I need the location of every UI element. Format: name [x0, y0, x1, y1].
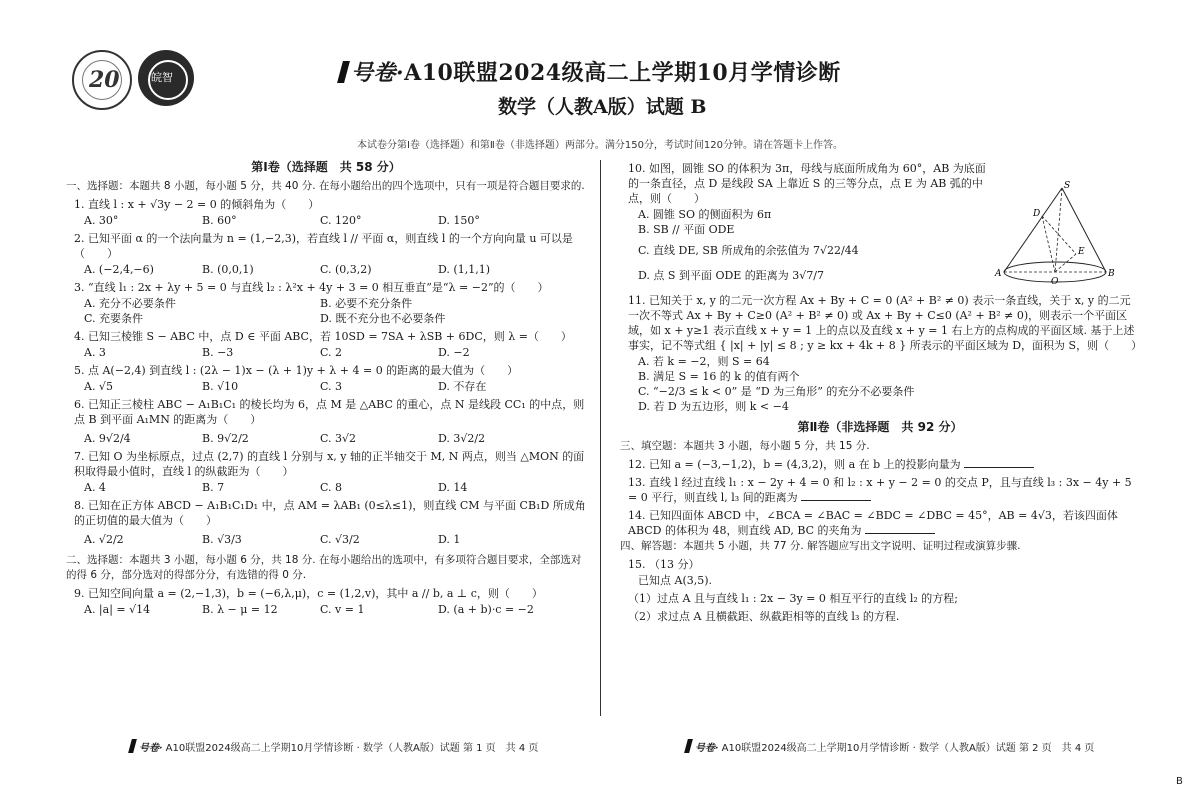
option: D. −2	[438, 346, 470, 359]
question-5-options	[84, 379, 586, 394]
option: D. 点 S 到平面 ODE 的距离为 3√7/7	[638, 269, 825, 282]
question-4: 4. 已知三棱锥 S − ABC 中，点 D ∈ 平面 ABC，若 10SD = 7SA + λSB + 6DC，则 λ =（ ）	[74, 330, 572, 343]
option: D. 3√2/2	[438, 432, 486, 445]
section1-heading: 一、选择题：本题共 8 小题，每小题 5 分，共 40 分. 在每小题给出的四个选项中，只有一项是符合题目要求的.	[66, 180, 585, 192]
option: B. 必要不充分条件	[320, 297, 413, 310]
question-13	[628, 475, 1140, 505]
question-3-options-row2	[84, 311, 586, 326]
footer-page-1	[130, 739, 538, 754]
question-4-options	[84, 345, 586, 360]
left-column	[66, 158, 586, 617]
option: A. 若 k = −2，则 S = 64	[638, 355, 770, 368]
option: D. 若 D 为五边形，则 k < −4	[638, 400, 789, 413]
option: C. 3√2	[320, 432, 357, 445]
option: C. 8	[320, 481, 343, 494]
option: A. 3	[84, 346, 106, 359]
cone-edge-sb	[1062, 188, 1106, 272]
section3-heading: 三、填空题：本题共 3 小题，每小题 5 分，共 15 分.	[620, 440, 870, 452]
question-9: 9. 已知空间向量 a = (2,−1,3)，b = (−6,λ,μ)，c = (1,2,v)，其中 a // b, a ⊥ c，则（ ）	[74, 587, 543, 600]
footer-text: A10联盟2024级高二上学期10月学情诊断 · 数学（人教A版）试题 第 1 页 共 4 页	[165, 743, 539, 754]
question-15-part1: （1）过点 A 且与直线 l₁ : 2x − 3y = 0 相互平行的直线 l₂ 的方程;	[628, 592, 959, 605]
option: B. 60°	[202, 214, 237, 227]
question-6-options	[84, 431, 586, 446]
section4-heading: 四、解答题：本题共 5 小题，共 77 分. 解答题应写出文字说明、证明过程或演算步骤.	[620, 540, 1021, 552]
brand-icon	[337, 61, 350, 83]
option: B. 9√2/2	[202, 432, 249, 445]
option: A. 圆锥 SO 的侧面积为 6π	[638, 208, 772, 221]
part1-title: 第Ⅰ卷（选择题 共 58 分）	[251, 160, 401, 174]
option: A. 9√2/4	[84, 432, 131, 445]
brand-icon	[684, 739, 693, 753]
question-12	[628, 457, 1140, 472]
answer-blank	[801, 500, 871, 501]
option: C. 3	[320, 380, 343, 393]
option: D. (1,1,1)	[438, 263, 490, 276]
label-b: B	[1108, 269, 1115, 279]
height-so	[1055, 188, 1062, 272]
option: C. v = 1	[320, 603, 365, 616]
question-15-given: 已知点 A(3,5).	[638, 574, 713, 587]
paper-version-mark: B	[1176, 776, 1183, 787]
answer-blank	[865, 533, 935, 534]
label-s: S	[1064, 181, 1071, 191]
exam-subtitle: 数学（人教A版）试题 B	[498, 96, 707, 118]
option: B. √10	[202, 380, 239, 393]
question-11: 11. 已知关于 x, y 的二元一次方程 Ax + By + C = 0 (A² + B² ≠ 0) 表示一条直线，关于 x, y 的二元一次不等式 Ax + By + C≥0 (A² + B² ≠ 0) 或 Ax + By + C≤0 (A² + B² ≠ 0)，则表示一个平面区域，如 x + y≥1 表示直线 x + y = 1 上的点以及直线 x + y = 1 右上方的点构成的平面区域. 基于上述事实，记不等式组 { |x| + |y| ≤ 8 ; y ≥ kx + 4k + 8 } 所表示的平面区域为 D，面积为 S，则（ ）	[628, 294, 1143, 352]
question-15-part2: （2）求过点 A 且横截距、纵截距相等的直线 l₃ 的方程.	[628, 610, 900, 623]
wanzhi-logo-text: 皖智	[151, 71, 173, 84]
label-e: E	[1078, 247, 1085, 257]
option: A. |a| = √14	[84, 603, 151, 616]
question-1: 1. 直线 l : x + √3y − 2 = 0 的倾斜角为（ ）	[74, 198, 320, 211]
question-8-options	[84, 532, 586, 547]
option: B. (0,0,1)	[202, 263, 254, 276]
option: B. λ − μ = 12	[202, 603, 278, 616]
option: A. √5	[84, 380, 113, 393]
cone-edge-sa	[1004, 188, 1062, 272]
section2-heading: 二、选择题：本题共 3 小题，每小题 6 分，共 18 分. 在每小题给出的选项中，有多项符合题目要求，全部选对的得 6 分，部分选对的得部分分，有选错的得 0 分.	[66, 554, 582, 581]
option: A. 4	[84, 481, 106, 494]
question-3-options-row1	[84, 296, 586, 311]
label-d: D	[1033, 209, 1041, 219]
question-2: 2. 已知平面 α 的一个法向量为 n = (1,−2,3)，若直线 l // 平面 α，则直线 l 的一个方向向量 u 可以是（ ）	[74, 232, 573, 260]
option: C. (0,3,2)	[320, 263, 372, 276]
option: D. 14	[438, 481, 468, 494]
question-8: 8. 已知在正方体 ABCD − A₁B₁C₁D₁ 中，点 AM = λAB₁ (0≤λ≤1)，则直线 CM 与平面 CB₁D 所成角的正切值的最大值为（ ）	[74, 499, 586, 527]
question-5: 5. 点 A(−2,4) 到直线 l : (2λ − 1)x − (λ + 1)y + λ + 4 = 0 的距离的最大值为（ ）	[74, 364, 519, 377]
option: D. (a + b)·c = −2	[438, 603, 534, 616]
alliance-logo	[72, 50, 132, 110]
option: B. −3	[202, 346, 234, 359]
column-divider	[600, 160, 601, 716]
alliance-logo-text: 20	[89, 67, 120, 93]
question-6: 6. 已知正三棱柱 ABC − A₁B₁C₁ 的棱长均为 6，点 M 是 △ABC 的重心，点 N 是线段 CC₁ 的中点，则点 B 到平面 A₁MN 的距离为（ ）	[74, 398, 585, 426]
question-9-options	[84, 602, 586, 617]
label-a: A	[995, 269, 1002, 279]
question-13-text: 13. 直线 l 经过直线 l₁ : x − 2y + 4 = 0 和 l₂ : x + y − 2 = 0 的交点 P，且与直线 l₃ : 3x − 4y + 5 = 0 平行，则直线 l, l₃ 间的距离为	[628, 476, 1132, 504]
brand-icon	[128, 739, 137, 753]
option: A. (−2,4,−6)	[84, 263, 154, 276]
option: C. 直线 DE, SB 所成角的余弦值为 7√22/44	[638, 244, 859, 257]
exam-instructions: 本试卷分第Ⅰ卷（选择题）和第Ⅱ卷（非选择题）两部分。满分150分，考试时间120分钟。请在答题卡上作答。	[356, 140, 844, 151]
option: B. SB // 平面 ODE	[638, 223, 735, 236]
question-15: 15. （13 分）	[628, 558, 700, 571]
question-3: 3. “直线 l₁ : 2x + λy + 5 = 0 与直线 l₂ : λ²x + 4y + 3 = 0 相互垂直”是“λ = −2”的（ ）	[74, 281, 549, 294]
question-14-text: 14. 已知四面体 ABCD 中，∠BCA = ∠BAC = ∠BDC = ∠DBC = 45°，AB = 4√3，若该四面体 ABCD 的体积为 48，则直线 AD, BC 的夹角为	[628, 509, 1118, 537]
option: C. 120°	[320, 214, 362, 227]
question-12-text: 12. 已知 a = (−3,−1,2)，b = (4,3,2)，则 a 在 b 上的投影向量为	[628, 458, 961, 471]
exam-title-text: A10联盟2024级高二上学期10月学情诊断	[404, 60, 841, 86]
option: D. 1	[438, 533, 461, 546]
option: B. √3/3	[202, 533, 242, 546]
option: C. √3/2	[320, 533, 360, 546]
part2-title: 第Ⅱ卷（非选择题 共 92 分）	[797, 420, 963, 434]
footer-page-2	[686, 739, 1094, 754]
option: C. 2	[320, 346, 343, 359]
cone-diagram	[990, 180, 1120, 290]
option: A. 充分不必要条件	[84, 297, 176, 310]
option: A. 30°	[84, 214, 119, 227]
option: C. “−2/3 ≤ k < 0” 是 “D 为三角形” 的充分不必要条件	[638, 385, 915, 398]
label-o: O	[1051, 277, 1059, 287]
option: D. 不存在	[438, 380, 487, 393]
option: D. 既不充分也不必要条件	[320, 312, 446, 325]
footer-text: A10联盟2024级高二上学期10月学情诊断 · 数学（人教A版）试题 第 2 页 共 4 页	[721, 743, 1095, 754]
option: A. √2/2	[84, 533, 124, 546]
wanzhi-education-logo	[138, 50, 194, 106]
question-10: 10. 如图，圆锥 SO 的体积为 3π，母线与底面所成角为 60°，AB 为底面的一条直径，点 D 是线段 SA 上靠近 S 的三等分点，点 E 为 AB 弧的中点，则（ ）	[628, 162, 986, 205]
brand-mark: 号卷·	[351, 60, 405, 86]
exam-title	[340, 56, 841, 87]
question-7: 7. 已知 O 为坐标原点，过点 (2,7) 的直线 l 分别与 x, y 轴的正半轴交于 M, N 两点，则当 △MON 的面积取得最小值时，直线 l 的纵截距为（ ）	[74, 450, 585, 478]
footer-brand: 号卷·	[695, 743, 719, 754]
answer-blank	[964, 467, 1034, 468]
question-2-options	[84, 262, 586, 277]
question-7-options	[84, 480, 586, 495]
option: C. 充要条件	[84, 312, 144, 325]
option: B. 满足 S = 16 的 k 的值有两个	[638, 370, 800, 383]
question-14	[628, 508, 1140, 538]
option: D. 150°	[438, 214, 480, 227]
question-1-options	[84, 213, 586, 228]
footer-brand: 号卷·	[139, 743, 163, 754]
option: B. 7	[202, 481, 225, 494]
segment-do	[1042, 216, 1055, 272]
segment-de	[1042, 216, 1076, 254]
